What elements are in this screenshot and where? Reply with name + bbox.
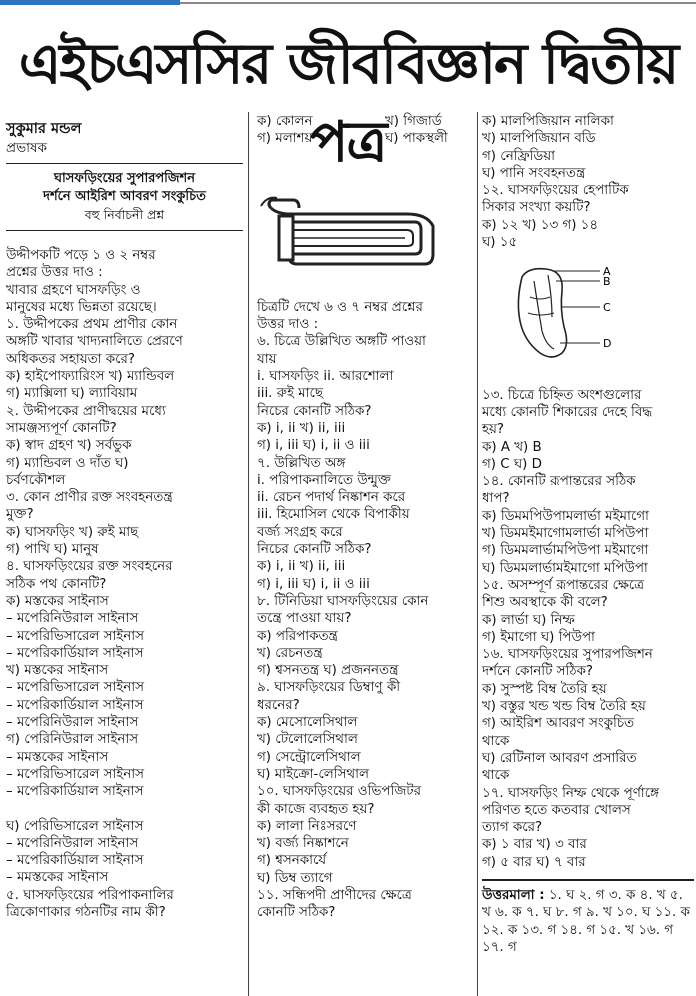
text-line: ত্রিকোণাকার গঠনটির নাম কী? (6, 904, 166, 920)
text-line: ৭. উল্লিখিত অঙ্গ (257, 455, 346, 471)
column-3 (482, 113, 694, 956)
text-line: নিচের কোনটি সঠিক? (257, 403, 372, 419)
text-line: ক) i, ii খ) ii, iii (257, 420, 346, 436)
text-line: গ) i, iii ঘ) i, ii ও iii (257, 438, 370, 454)
text-line: সিকার সংখ্যা কয়টি? (482, 200, 591, 216)
text-line: গ) পাখি ঘ) মানুষ (6, 542, 99, 558)
text-line: খ) ডিমমইমাগোমলার্ভা মপিউপা (482, 526, 649, 542)
figure-label-c: C (603, 301, 611, 315)
text-line (6, 801, 243, 818)
text-line: – মপেরিনিউরাল সাইনাস (6, 835, 139, 851)
text-line: ক) মস্তকের সাইনাস (6, 593, 109, 609)
text-line: – মমস্তকের সাইনাস (6, 870, 109, 886)
text-line: ক) স্বাদ গ্রহণ খ) সর্বভুক (6, 438, 132, 454)
answer-key-label: উত্তরমালা : (482, 887, 545, 903)
text-line: চর্বণকৌশল (6, 472, 66, 488)
text-line: ঘ) মাইক্রো-লেসিথাল (257, 766, 369, 782)
text-line: ঘ) ডিমমলার্ভামইমাগো মপিউপা (482, 560, 648, 576)
text-line: গ) আইরিশ আবরণ সংকুচিত (482, 716, 635, 732)
text-line: খ) মস্তকের সাইনাস (6, 663, 109, 679)
text-line: – মপেরিকার্ডিয়াল সাইনাস (6, 697, 144, 713)
text-line: ক) i, ii খ) ii, iii (257, 559, 346, 575)
column-2 (257, 113, 477, 922)
text-line: প্রশ্নের উত্তর দাও : (6, 265, 103, 281)
text-line: – মপেরিকার্ডিয়াল সাইনাস (6, 784, 144, 800)
option: ক) কোলন (257, 114, 313, 129)
section-heading: ঘাসফড়িংয়ের সুপারপজিশন (53, 171, 195, 186)
column-divider-2 (477, 112, 478, 996)
text-line: মধ্যে কোনটি শিকারের দেহে বিদ্ধ (482, 404, 653, 420)
text-line: দর্শনে কোনটি সঠিক? (482, 664, 593, 680)
top-bar-accent (0, 0, 180, 5)
question-list (257, 299, 477, 922)
text-line: যায় (257, 351, 277, 367)
text-line: গ) ইমাগো ঘ) পিউপা (482, 629, 595, 645)
text-line: গ) ডিমমলার্ভামপিউপা মইমাগো (482, 543, 649, 559)
text-line: খ) টেলোলেসিথাল (257, 732, 358, 748)
text-line: ২. উদ্দীপকের প্রাণীদ্বয়ের মধ্যে (6, 403, 166, 419)
option: ঘ) পাকস্থলী (385, 131, 448, 147)
divider (6, 163, 243, 164)
text-line: গ) C ঘ) D (482, 456, 542, 472)
text-line: i. ঘাসফড়িং ii. আরশোলা (257, 369, 394, 385)
text-line: বর্জ্য সংগ্রহ করে (257, 524, 343, 540)
text-line: ক) লালা নিঃসরণে (257, 818, 357, 834)
author-name: সুকুমার মন্ডল (6, 121, 82, 137)
text-line: – মপেরিকার্ডিয়াল সাইনাস (6, 853, 144, 869)
text-line: থাকে (482, 768, 510, 784)
text-line: গ) ম্যাক্সিলা ঘ) ল্যাবিয়াম (6, 386, 138, 402)
text-line: গ) শ্বসনতন্ত্র ঘ) প্রজননতন্ত্র (257, 663, 399, 679)
text-line: ii. রেচন পদার্থ নিষ্কাশন করে (257, 490, 406, 506)
text-line: গ) পেরিনিউরাল সাইনাস (6, 732, 139, 748)
option: গ) মলাশয় (257, 131, 313, 147)
text-line: খ) বর্জ্য নিষ্কাশনে (257, 836, 349, 852)
text-line: কী কাজে ব্যবহৃত হয়? (257, 801, 375, 817)
text-line: ১. উদ্দীপকের প্রথম প্রাণীর কোন (6, 317, 178, 333)
text-line: গ) ম্যান্ডিবল ও দাঁত ঘ) (6, 455, 129, 471)
stinger-figure (482, 257, 694, 375)
text-line: ঘ) রেটিনাল আবরণ প্রসারিত (482, 750, 637, 766)
text-line: ক) লার্ভা ঘ) নিম্ফ (482, 612, 575, 628)
text-line: ধাপ? (482, 491, 510, 507)
column-1 (6, 120, 243, 921)
text-line: – মপেরিভিসারেল সাইনাস (6, 766, 144, 782)
text-line: মানুষের মধ্যে ভিন্নতা রয়েছে। (6, 299, 157, 315)
text-line: ধরনের? (257, 697, 300, 713)
text-line: ক) ডিমমপিউপামলার্ভা মইমাগো (482, 508, 649, 524)
text-line: ১৫. অসম্পূর্ণ রূপান্তরের ক্ষেত্রে (482, 577, 645, 593)
text-line: ৫. ঘাসফড়িংয়ের পরিপাকনালির (6, 887, 174, 903)
text-line: – মপেরিনিউরাল সাইনাস (6, 715, 139, 731)
text-line: ক) মালপিজিয়ান নালিকা (482, 114, 614, 129)
answer-key (482, 879, 694, 956)
author-role: প্রভাষক (6, 140, 47, 156)
text-line: ১১. সন্ধিপদী প্রাণীদের ক্ষেত্রে (257, 887, 412, 903)
top-bar-rule (180, 2, 696, 4)
text-line: শিশু অবস্থাকে কী বলে? (482, 595, 608, 611)
text-line: iii. হিমোসিল থেকে বিপাকীয় (257, 507, 410, 523)
section-subheading: বহু নির্বাচনী প্রশ্ন (84, 207, 165, 222)
text-line: – মপেরিভিসারেল সাইনাস (6, 628, 144, 644)
text-line: – মপেরিনিউরাল সাইনাস (6, 611, 139, 627)
text-line: খ) রেচনতন্ত্র (257, 645, 323, 661)
text-line: পরিণত হতে কতবার খোলস (482, 802, 631, 818)
figure-label-a: A (603, 265, 611, 279)
section-heading: দর্শনে আইরিশ আবরণ সংকুচিত (43, 189, 206, 204)
text-line: ক) A খ) B (482, 439, 542, 455)
text-line: সামঞ্জস্যপূর্ণ কোনটি? (6, 420, 117, 436)
text-line: ১২. ঘাসফড়িংয়ের হেপাটিক (482, 183, 629, 199)
malpighian-tubule-figure (257, 156, 475, 276)
text-line: – মপেরিভিসারেল সাইনাস (6, 680, 144, 696)
text-line: ক) হাইপোফ্যারিংস খ) ম্যান্ডিবল (6, 369, 175, 385)
text-line: থাকে (482, 733, 510, 749)
text-line: নিচের কোনটি সঠিক? (257, 542, 372, 558)
text-line: ১৬. ঘাসফড়িংয়ের সুপারপজিশন (482, 647, 653, 663)
text-line: খাবার গ্রহণে ঘাসফড়িং ও (6, 282, 141, 298)
page-title: এইচএসসির জীববিজ্ঞান দ্বিতীয় পত্র (18, 32, 678, 175)
text-line: চিত্রটি দেখে ৬ ও ৭ নম্বর প্রশ্নের (257, 299, 423, 315)
text-line: খ) বস্তুর খন্ড খন্ড বিম্ব তৈরি হয় (482, 699, 646, 715)
question-list (482, 387, 694, 871)
text-line: ১৪. কোনটি রূপান্তরের সঠিক (482, 474, 636, 490)
text-line: ক) সুস্পষ্ট বিম্ব তৈরি হয় (482, 681, 607, 697)
text-line: ঘ) ১৫ (482, 235, 518, 251)
option-row (257, 130, 477, 147)
figure-label-d: D (603, 337, 612, 351)
figure-label-b: B (603, 275, 611, 289)
text-line: ৪. ঘাসফড়িংয়ের রক্ত সংবহনের (6, 559, 173, 575)
column-divider-1 (248, 112, 249, 996)
text-line: ৮. টিনিডিয়া ঘাসফড়িংয়ের কোন (257, 593, 429, 609)
text-line: ত্যাগ করে? (482, 820, 543, 836)
text-line: ঘ) পেরিভিসারেল সাইনাস (6, 818, 144, 834)
text-line: ৯. ঘাসফড়িংয়ের ডিম্বাণু কী (257, 680, 401, 696)
top-bar (0, 0, 696, 6)
text-line: – মপেরিকার্ডিয়াল সাইনাস (6, 645, 144, 661)
text-line: মুক্ত? (6, 507, 34, 523)
divider (6, 230, 243, 231)
text-line: i. পরিপাকনালিতে উন্মুক্ত (257, 472, 391, 488)
text-line: ঘ) ডিম্ব ত্যাগে (257, 870, 333, 886)
option-row (257, 113, 477, 130)
text-line: ৬. চিত্রে উল্লিখিত অঙ্গটি পাওয়া (257, 334, 426, 350)
text-line: ক) পরিপাকতন্ত্র (257, 628, 338, 644)
text-line: ক) ১২ খ) ১৩ গ) ১৪ (482, 217, 599, 233)
text-line: গ) সেন্ট্রোলেসিথাল (257, 749, 361, 765)
text-line: হয়? (482, 422, 505, 438)
text-line: উত্তর দাও : (257, 317, 319, 333)
text-line: গ) i, iii ঘ) i, ii ও iii (257, 576, 370, 592)
text-line: গ) শ্বসনকার্যে (257, 853, 327, 869)
question-list (6, 247, 243, 921)
text-line: অঙ্গটি খাবার খাদ্যনালিতে প্রেরণে (6, 334, 183, 350)
text-line: ১৩. চিত্রে চিহ্নিত অংশগুলোর (482, 387, 642, 403)
text-line: – মমস্তকের সাইনাস (6, 749, 109, 765)
text-line: ৩. কোন প্রাণীর রক্ত সংবহনতন্ত্র (6, 490, 173, 506)
text-line: উদ্দীপকটি পড়ে ১ ও ২ নম্বর (6, 248, 156, 263)
text-line: iii. রুই মাছে (257, 386, 323, 402)
text-line: গ) নেফ্রিডিয়া (482, 148, 556, 164)
text-line: গ) ৫ বার ঘ) ৭ বার (482, 854, 586, 870)
text-line: তন্ত্রে পাওয়া যায়? (257, 611, 352, 627)
answer-key-text: ১. ঘ ২. গ ৩. ক ৪. খ ৫. খ ৬. ক ৭. ঘ ৮. গ ৯. খ ১০. ঘ ১১. ক ১২. ক ১৩. গ ১৪. গ ১৫. খ ১৬. গ ১৭. গ (482, 887, 690, 955)
text-line: খ) মালপিজিয়ান বডি (482, 131, 596, 147)
text-line: ক) ১ বার খ) ৩ বার (482, 837, 587, 853)
option: খ) গিজার্ড (385, 114, 442, 129)
text-line: অধিকতর সহায়তা করে? (6, 351, 136, 367)
text-line: ঘ) পানি সংবহনতন্ত্র (482, 165, 586, 181)
question-list (482, 113, 694, 251)
text-line: ১০. ঘাসফড়িংয়ের ওভিপজিটর (257, 784, 421, 800)
text-line: কোনটি সঠিক? (257, 905, 336, 921)
text-line: ক) মেসোলেসিথাল (257, 715, 358, 731)
text-line: সঠিক পথ কোনটি? (6, 576, 107, 592)
text-line: ১৭. ঘাসফড়িং নিম্ফ থেকে পূর্ণাঙ্গে (482, 785, 659, 801)
text-line: ক) ঘাসফড়িং খ) রুই মাছ (6, 524, 139, 540)
